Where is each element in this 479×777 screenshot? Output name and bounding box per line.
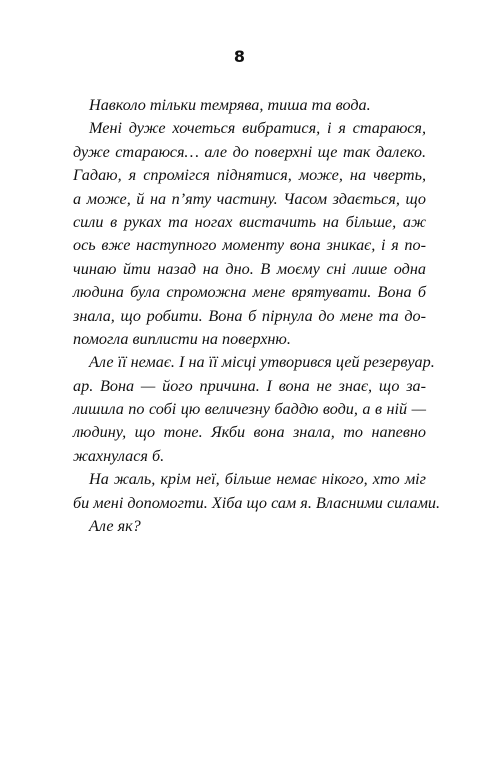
text-line: На жаль, крім неї, більше немає нікого, хто міг [89, 470, 426, 489]
paragraph [73, 117, 426, 351]
text-line: ар. Вона — його причина. І вона не знає, що за- [73, 376, 426, 395]
text-line: Але її немає. І на її місці утворився цей резервуар. [89, 353, 435, 372]
paragraph [73, 351, 435, 468]
text-line: жахнулася б. [73, 446, 165, 465]
chapter-number: 8 [233, 47, 246, 66]
text-line: помогла виплисти на поверхню. [73, 329, 291, 348]
chapter-text [73, 94, 441, 538]
text-line: сили в руках та ногах вистачить на більше, аж [73, 212, 426, 231]
paragraph [73, 94, 426, 117]
paragraph [73, 468, 441, 515]
text-line: Але як? [89, 517, 141, 536]
text-line: лишила по собі цю величезну баддю води, а в ній — [73, 400, 426, 419]
text-line: людину, що тоне. Якби вона знала, то напевно [73, 423, 426, 442]
text-line: знала, що робити. Вона б пірнула до мене та до- [73, 306, 426, 325]
text-line: Навколо тільки темрява, тиша та вода. [89, 96, 371, 114]
text-line: дуже стараюся… але до поверхні ще так далеко. [73, 142, 426, 161]
text-line: Гадаю, я спромігся піднятися, може, на чверть, [73, 166, 426, 185]
text-line: Мені дуже хочеться вибратися, і я стараюся, [89, 119, 426, 138]
text-line: ось вже наступного моменту вона зникає, і я по- [73, 236, 426, 255]
paragraph [73, 515, 426, 538]
text-line: а може, й на п’яту частину. Часом здається, що [73, 189, 426, 208]
text-line: чинаю йти назад на дно. В моєму сні лише одна [73, 259, 426, 278]
text-line: людина була спроможна мене врятувати. Вона б [73, 283, 426, 302]
text-line: би мені допомогти. Хіба що сам я. Власними силами. [73, 493, 441, 512]
